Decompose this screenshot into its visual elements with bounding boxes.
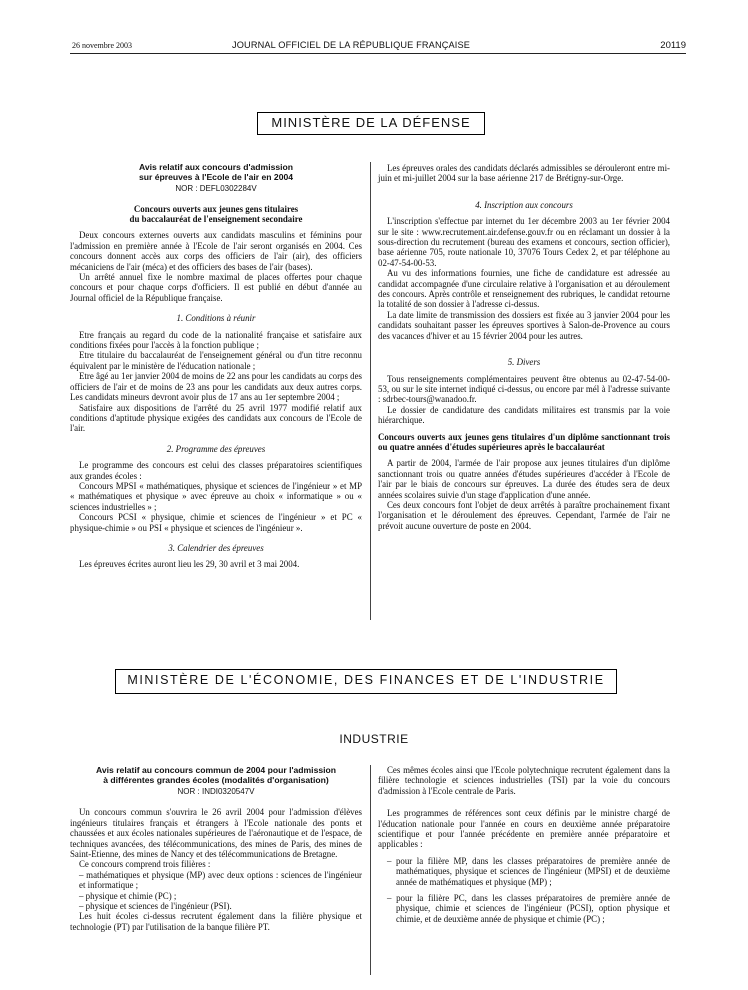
header-rule [70,53,686,54]
paragraph: Au vu des informations fournies, une fiche de candidature est adressée au candidat accompagnée d'une circulaire relative à l'organisation et au déroulement des concours. Après contrôle et renseignement des rubriques, le candidat retourne la totalité de son dossier à l'adresse ci-dessus. [378,268,670,310]
section-heading: 3. Calendrier des épreuves [168,542,264,553]
paragraph: Deux concours externes ouverts aux candidats masculins et féminins pour l'admission en première année à l'Ecole de l'air seront organisés en 2004. Ces concours donnent accès aux corps des officiers de l'air (air), des officiers mécaniciens de l'air (méca) et des officiers des bases de l'air (bases). [70,230,362,272]
paragraph: Un arrêté annuel fixe le nombre maximal de places offertes pour chaque concours et pour chaque corps d'officiers. Il est publié en début d'année au Journal officiel de la République française. [70,272,362,303]
paragraph: Ces mêmes écoles ainsi que l'Ecole polytechnique recrutent également dans la filière technologie et sciences industrielles (TSI) par la voie du concours d'admission à l'Ecole centrale de Paris. [378,765,670,796]
header-journal-title: JOURNAL OFFICIEL DE LA RÉPUBLIQUE FRANÇAISE [232,40,471,50]
paragraph: Concours PCSI « physique, chimie et sciences de l'ingénieur » et PC « physique-chimie » ou PSI « physique et sciences de l'ingénieur ». [70,512,362,533]
paragraph: Concours MPSI « mathématiques, physique et sciences de l'ingénieur » et MP « mathématiques et physique » avec épreuve au choix « informatique » ou « sciences industrielles » ; [70,480,362,512]
paragraph: A partir de 2004, l'armée de l'air propose aux jeunes titulaires d'un diplôme sanctionnant trois ou quatre années d'études supérieures d'accéder à l'Ecole de l'air par le biais de concours sur épreuves. La durée des études sera de deux années scolaires suivie d'un stage d'application d'une année. [378,458,670,500]
list-item: – pour la filière MP, dans les classes préparatoires de première année de mathématiques, physique et sciences de l'ingénieur (MPSI) et de deuxième année de mathématiques et physique (MP) ; [387,855,670,887]
paragraph: Les épreuves orales des candidats déclarés admissibles se dérouleront entre mi-juin et mi-juillet 2004 sur la base aérienne 217 de Brétigny-sur-Orge. [378,163,670,184]
bold-heading: Concours ouverts aux jeunes gens titulaires d'un diplôme sanctionnant trois ou quatre années d'études supérieures après le baccalauréat [378,431,670,452]
ministry-economy-title: MINISTÈRE DE L'ÉCONOMIE, DES FINANCES ET DE L'INDUSTRIE [115,669,617,694]
paragraph: Les huit écoles ci-dessus recrutent également dans la filière physique et technologie (PT) par l'utilisation de la banque filière PT. [70,911,362,932]
avis1-subtitle: Concours ouverts aux jeunes gens titulaires du baccalauréat de l'enseignement secondaire [129,204,303,225]
avis2-nor: NOR : INDI0320547V [177,787,255,796]
list-item: – mathématiques et physique (MP) avec deux options : sciences de l'ingénieur et informatique ; [79,869,362,891]
section-heading: 2. Programme des épreuves [166,443,266,454]
avis1-nor: NOR : DEFL0302284V [175,184,257,193]
avis1-title-line2: sur épreuves à l'Ecole de l'air en 2004 [138,172,294,182]
paragraph: Les programmes de références sont ceux définis par le ministre chargé de l'éducation nationale pour l'année en cours en deuxième année préparatoire scientifique et pour l'année précédente en première année préparatoire et applicables : [378,808,670,850]
paragraph: Etre âgé au 1er janvier 2004 de moins de 22 ans pour les candidats au corps des officiers de l'air et de moins de 23 ans pour les candidats aux deux autres corps. Les candidats mineurs devront avoir plus de 17 ans au 1er septembre 2004 ; [70,371,362,403]
section-heading: 5. Divers [507,357,541,368]
paragraph: Le programme des concours est celui des classes préparatoires scientifiques aux grandes écoles : [70,460,362,481]
paragraph: Ce concours comprend trois filières : [79,859,211,870]
avis2-column-left [70,765,362,932]
avis1-column-left [70,162,362,570]
list-item: – physique et chimie (PC) ; [79,890,177,901]
list-item: – pour la filière PC, dans les classes préparatoires de première année de physique, chimie et sciences de l'ingénieur (PCSI), option physique et chimie, et de deuxième année de physique et chimie (PC) ; [387,893,670,924]
paragraph: Etre titulaire du baccalauréat de l'enseignement général ou d'un titre reconnu équivalent par le ministère de l'éducation nationale ; [70,350,362,371]
avis1-title-line1: Avis relatif aux concours d'admission [138,162,294,172]
column-divider [370,162,371,620]
avis2-column-right [378,765,670,930]
ministry-defense-title: MINISTÈRE DE LA DÉFENSE [257,112,485,135]
list-item: – physique et sciences de l'ingénieur (PSI). [79,901,232,912]
avis1-column-right [378,163,670,531]
paragraph: Ces deux concours font l'objet de deux arrêtés à paraître prochainement fixant l'organisation et le déroulement des épreuves. Cependant, l'armée de l'air ne prévoit aucune ouverture de poste en 2004. [378,499,670,531]
header-page-number: 20119 [660,40,686,51]
header-date: 26 novembre 2003 [72,41,132,50]
paragraph: Le dossier de candidature des candidats militaires est transmis par la voie hiérarchique. [378,404,670,426]
section-heading: 1. Conditions à réunir [176,313,256,324]
column-divider [370,765,371,975]
paragraph: L'inscription s'effectue par internet du 1er décembre 2003 au 1er février 2004 sur le site : www.recrutement.air.defense.gouv.fr ou en réclamant un dossier à la sous-direction du recrutement (bureau des examens et concours, section officier), base aérienne 705, route nationale 10, 37076 Tours Cedex 2, et par téléphone au 02-47-54-00-53. [378,216,670,268]
section-heading: 4. Inscription aux concours [475,199,573,210]
paragraph: La date limite de transmission des dossiers est fixée au 3 janvier 2004 pour les candidats souhaitant passer les épreuves sportives à Salon-de-Provence au cours des vacances d'hiver et au 15 février 2004 pour les autres. [378,309,670,341]
section-industrie-title: INDUSTRIE [339,732,409,746]
paragraph: Satisfaire aux dispositions de l'arrêté du 25 avril 1977 modifié relatif aux conditions d'aptitude physique exigées des candidats aux concours de l'Ecole de l'air. [70,402,362,434]
paragraph: Tous renseignements complémentaires peuvent être obtenus au 02-47-54-00-53, ou sur le site internet indiqué ci-dessus, ou encore par mél à l'adresse suivante : sdrbec-tours@wanadoo.fr. [378,373,670,405]
paragraph: Etre français au regard du code de la nationalité française et satisfaire aux conditions fixées pour l'accès à la fonction publique ; [70,329,362,351]
paragraph: Un concours commun s'ouvrira le 26 avril 2004 pour l'admission d'élèves ingénieurs titulaires français et étrangers à l'Ecole nationale des ponts et chaussées et aux écoles nationales supérieures de l'aéronautique et de l'espace, de techniques avancées, des télécommunications, des mines de Paris, des mines de Saint-Etienne, des mines de Nancy et des télécommunications de Bretagne. [70,807,362,860]
avis2-title-line2: à différentes grandes écoles (modalités d'organisation) [103,775,329,785]
avis2-title-line1: Avis relatif au concours commun de 2004 pour l'admission [95,765,337,775]
paragraph: Les épreuves écrites auront lieu les 29, 30 avril et 3 mai 2004. [79,559,300,570]
